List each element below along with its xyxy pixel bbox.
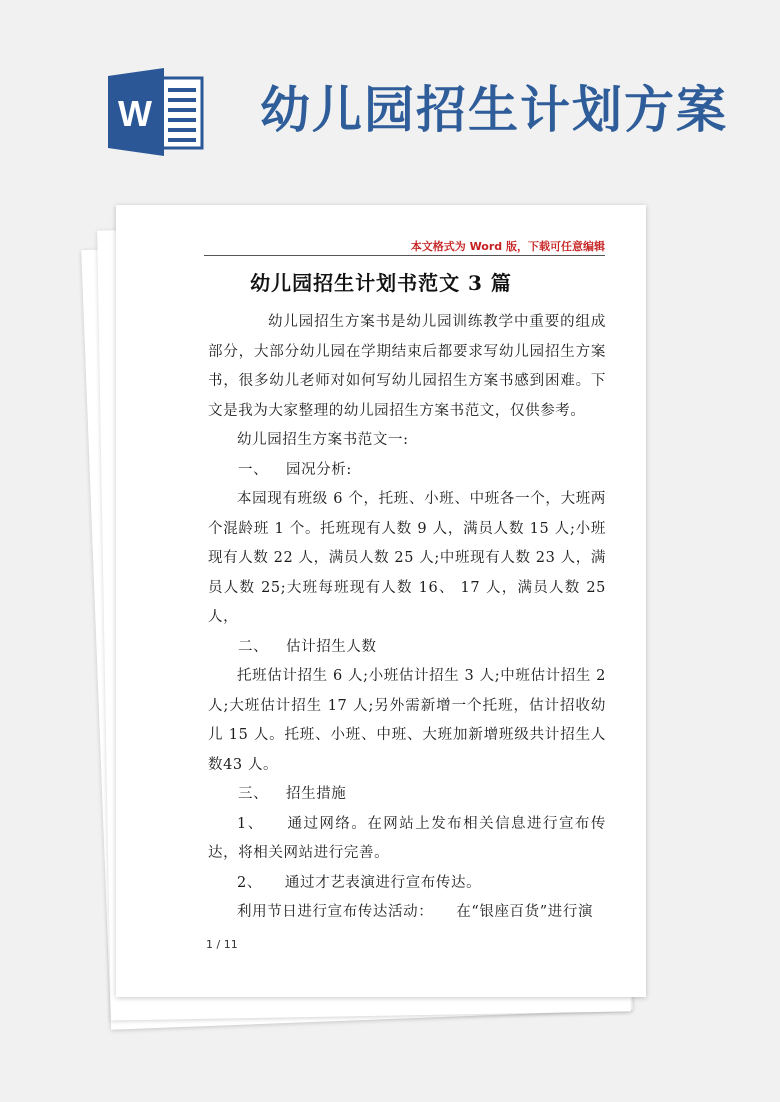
section-heading xyxy=(208,633,606,663)
word-document-icon xyxy=(108,68,208,156)
sample-heading: 幼儿园招生方案书范文一: xyxy=(237,432,409,448)
measure-paragraph: 利用节日进行宣布传达活动： 在“银座百货”进行演 xyxy=(237,904,594,920)
section-paragraph: 本园现有班级 6 个，托班、小班、中班各一个，大班两个混龄班 1 个。托班现有人数 9 人，满员人数 15 人;小班现有人数 22 人，满员人数 25 人;中班现有人数 23 人，满员人数 25;大班每班现有人数 16、 17 人，满员人数 25 人， xyxy=(208,491,606,625)
page-number: 1 / 11 xyxy=(206,938,238,951)
section-number: 三、 xyxy=(238,786,269,802)
measure-text: 通过网络。在网站上发布相关信息进行宣布传达，将相关网站进行完善。 xyxy=(208,815,606,861)
banner-title: 幼儿园招生计划方案 xyxy=(260,81,728,139)
banner xyxy=(0,0,780,200)
section-heading xyxy=(208,780,606,810)
section-paragraph: 托班估计招生 6 人;小班估计招生 3 人;中班估计招生 2 人;大班估计招生 17 人;另外需新增一个托班，估计招收幼儿 15 人。托班、小班、中班、大班加新增班级共计招生人数43 人。 xyxy=(208,668,606,773)
document-body xyxy=(208,308,606,928)
header-rule xyxy=(204,255,605,256)
section-label: 招生措施 xyxy=(286,786,347,802)
svg-text:W: W xyxy=(118,93,152,134)
section-number: 一、 xyxy=(238,461,269,478)
document-page xyxy=(116,205,646,997)
section-heading xyxy=(208,456,606,486)
header-note: 本文格式为 Word 版，下载可任意编辑 xyxy=(410,240,605,253)
measure-number: 1、 xyxy=(237,815,264,832)
measure-number: 2、 xyxy=(237,874,262,891)
section-number: 二、 xyxy=(238,638,269,655)
intro-paragraph: 幼儿园招生方案书是幼儿园训练教学中重要的组成部分，大部分幼儿园在学期结束后都要求写幼儿园招生方案书，很多幼儿老师对如何写幼儿园招生方案书感到困难。下文是我为大家整理的幼儿园招生方案书范文，仅供参考。 xyxy=(208,314,606,419)
measure-paragraph xyxy=(208,869,606,899)
measure-paragraph xyxy=(208,810,606,869)
measure-text: 通过才艺表演进行宣布传达。 xyxy=(284,874,482,891)
document-title: 幼儿园招生计划书范文 3 篇 xyxy=(250,271,512,295)
section-label: 估计招生人数 xyxy=(286,638,377,655)
section-label: 园况分析: xyxy=(286,461,352,478)
